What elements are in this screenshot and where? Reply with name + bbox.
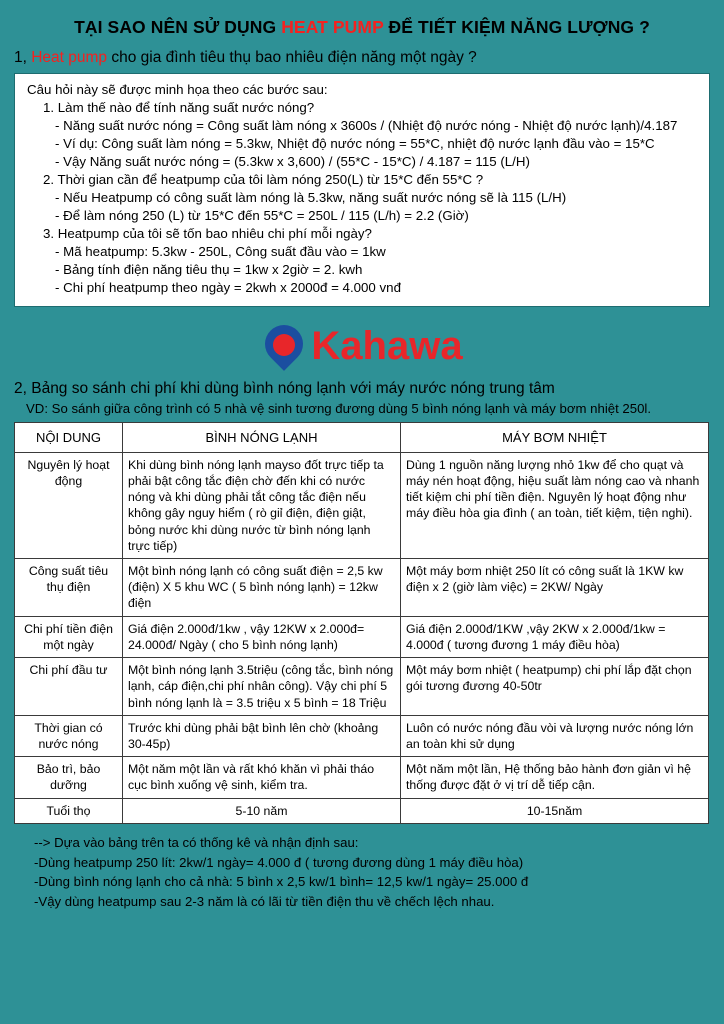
section2-heading: 2, Bảng so sánh chi phí khi dùng bình nóng lạnh với máy nước nóng trung tâm — [14, 379, 555, 397]
table-row — [15, 616, 709, 657]
row-label: Bảo trì, bảo dưỡng — [15, 757, 123, 798]
section1-line: - Nếu Heatpump có công suất làm nóng là 5.3kw, năng suất nước nóng sẽ là 115 (L/H) — [55, 189, 567, 205]
table-row — [15, 558, 709, 616]
row-water-heater-cell: Một bình nóng lạnh có công suất điện = 2,5 kw (điện) X 5 khu WC ( 5 bình nóng lạnh) = 12kw điện — [123, 558, 401, 616]
row-water-heater-cell: Khi dùng bình nóng lạnh mayso đốt trực tiếp ta phải bật công tắc điện chờ đến khi có nước nóng và khi dùng phải tắt công tắc điện nếu không gây nguy hiểm ( rò giỉ điện, điện giật, bỏng nước khi dùng nước từ bình nóng lạnh trực tiếp) — [123, 452, 401, 558]
title-part-1: TẠI SAO NÊN SỬ DỤNG — [74, 17, 282, 37]
row-heat-pump-cell: Luôn có nước nóng đầu vòi và lượng nước nóng lớn an toàn khi sử dụng — [401, 715, 709, 756]
section1-line: - Năng suất nước nóng = Công suất làm nóng x 3600s / (Nhiệt độ nước nóng - Nhiệt độ nước lạnh)/4.187 — [55, 118, 678, 134]
section1-line: - Bảng tính điện năng tiêu thụ = 1kw x 2giờ = 2. kwh — [55, 261, 363, 277]
section1-line: - Để làm nóng 250 (L) từ 15*C đến 55*C = 250L / 115 (L/h) = 2.2 (Giờ) — [55, 207, 469, 223]
section1-line: Câu hỏi này sẽ được minh họa theo các bước sau: — [27, 82, 328, 98]
table-row — [15, 658, 709, 716]
row-water-heater-cell: Một năm một lần và rất khó khăn vì phải tháo cục bình xuống vệ sinh, kiểm tra. — [123, 757, 401, 798]
row-label: Nguyên lý hoạt động — [15, 452, 123, 558]
section1-line: - Ví dụ: Công suất làm nóng = 5.3kw, Nhiệt độ nước nóng = 55*C, nhiệt độ nước lạnh đầu vào = 15*C — [55, 136, 655, 152]
title-highlight: HEAT PUMP — [281, 17, 384, 37]
section1-heading-post: cho gia đình tiêu thụ bao nhiêu điện năng một ngày ? — [107, 49, 477, 67]
section1-line: - Vậy Năng suất nước nóng = (5.3kw x 3,600) / (55*C - 15*C) / 4.187 = 115 (L/H) — [55, 154, 530, 169]
row-water-heater-cell: 5-10 năm — [123, 798, 401, 823]
row-heat-pump-cell: Một máy bơm nhiệt ( heatpump) chi phí lắp đặt chọn gói tương đương 40-50tr — [401, 658, 709, 716]
section2-subheading: VD: So sánh giữa công trình có 5 nhà vệ sinh tương đương dùng 5 bình nóng lạnh và máy bơm nhiệt 250l. — [26, 400, 652, 416]
section1-line: 1. Làm thế nào để tính năng suất nước nóng? — [43, 100, 315, 116]
column-header-heat-pump: MÁY BƠM NHIỆT — [401, 422, 709, 452]
table-row — [15, 715, 709, 756]
table-row — [15, 757, 709, 798]
row-heat-pump-cell: Dùng 1 nguồn năng lượng nhỏ 1kw để cho quạt và máy nén hoạt động, hiệu suất làm nóng cao và nhanh tiết kiệm chi phí tiền điện. Nguyên lý hoạt động như máy điều hòa gia đình ( an toàn, tiết kiệm, tiện nghi). — [401, 452, 709, 558]
footer-note-line: -Dùng bình nóng lạnh cho cả nhà: 5 bình x 2,5 kw/1 bình= 12,5 kw/1 ngày= 25.000 đ — [34, 874, 529, 890]
section1-line: - Mã heatpump: 5.3kw - 250L, Công suất đầu vào = 1kw — [55, 243, 386, 259]
footer-note-line: --> Dựa vào bảng trên ta có thống kê và nhận định sau: — [34, 834, 359, 850]
brand-logo — [0, 316, 724, 376]
row-label: Công suất tiêu thụ điện — [15, 558, 123, 616]
row-label: Tuổi thọ — [15, 798, 123, 823]
footer-note-line: -Dùng heatpump 250 lít: 2kw/1 ngày= 4.000 đ ( tương đương dùng 1 máy điều hòa) — [34, 854, 524, 870]
section1-heading-pre: 1, — [14, 49, 32, 67]
row-label: Chi phí tiền điện một ngày — [15, 616, 123, 657]
column-header-topic: NỘI DUNG — [15, 422, 123, 452]
section1-line: - Chi phí heatpump theo ngày = 2kwh x 2000đ = 4.000 vnđ — [55, 279, 401, 295]
section1-heading-highlight: Heat pump — [31, 49, 108, 67]
row-label: Thời gian có nước nóng — [15, 715, 123, 756]
title-part-2: ĐỂ TIẾT KIỆM NĂNG LƯỢNG ? — [383, 17, 650, 37]
section1-heading — [0, 37, 724, 73]
row-water-heater-cell: Giá điện 2.000đ/1kw , vậy 12KW x 2.000đ= 24.000đ/ Ngày ( cho 5 bình nóng lạnh) — [123, 616, 401, 657]
table-row — [15, 452, 709, 558]
row-heat-pump-cell: 10-15năm — [401, 798, 709, 823]
table-header-row — [15, 422, 709, 452]
comparison-table — [14, 422, 709, 824]
section1-line: 3. Heatpump của tôi sẽ tốn bao nhiêu chi phí mỗi ngày? — [43, 225, 372, 241]
row-heat-pump-cell: Giá điện 2.000đ/1KW ,vậy 2KW x 2.000đ/1kw = 4.000đ ( tương đương 1 máy điều hòa) — [401, 616, 709, 657]
row-water-heater-cell: Một bình nóng lạnh 3.5triệu (công tắc, bình nóng lạnh, cáp điện,chi phí nhân công). Vậy chi phí 5 bình nóng lạnh là = 3.5 triệu x 5 bình = 18 Triệu — [123, 658, 401, 716]
row-label: Chi phí đầu tư — [15, 658, 123, 716]
section1-content-box — [14, 73, 710, 306]
page-title — [0, 0, 724, 37]
footer-notes — [0, 824, 724, 912]
row-heat-pump-cell: Một năm một lần, Hệ thống bảo hành đơn giản vì hệ thống được đặt ở vị trí dễ tiếp cận. — [401, 757, 709, 798]
brand-name: Kahawa — [311, 323, 463, 368]
drop-center-dot — [273, 334, 295, 356]
footer-note-line: -Vậy dùng heatpump sau 2-3 năm là có lãi từ tiền điện thu về chếch lệch nhau. — [34, 894, 495, 910]
table-row — [15, 798, 709, 823]
row-heat-pump-cell: Một máy bơm nhiệt 250 lít có công suất là 1KW kw điện x 2 (giờ làm việc) = 2KW/ Ngày — [401, 558, 709, 616]
section1-line: 2. Thời gian cần để heatpump của tôi làm nóng 250(L) từ 15*C đến 55*C ? — [43, 171, 484, 187]
water-drop-icon — [261, 323, 307, 369]
row-water-heater-cell: Trước khi dùng phải bật bình lên chờ (khoảng 30-45p) — [123, 715, 401, 756]
column-header-water-heater: BÌNH NÓNG LẠNH — [123, 422, 401, 452]
